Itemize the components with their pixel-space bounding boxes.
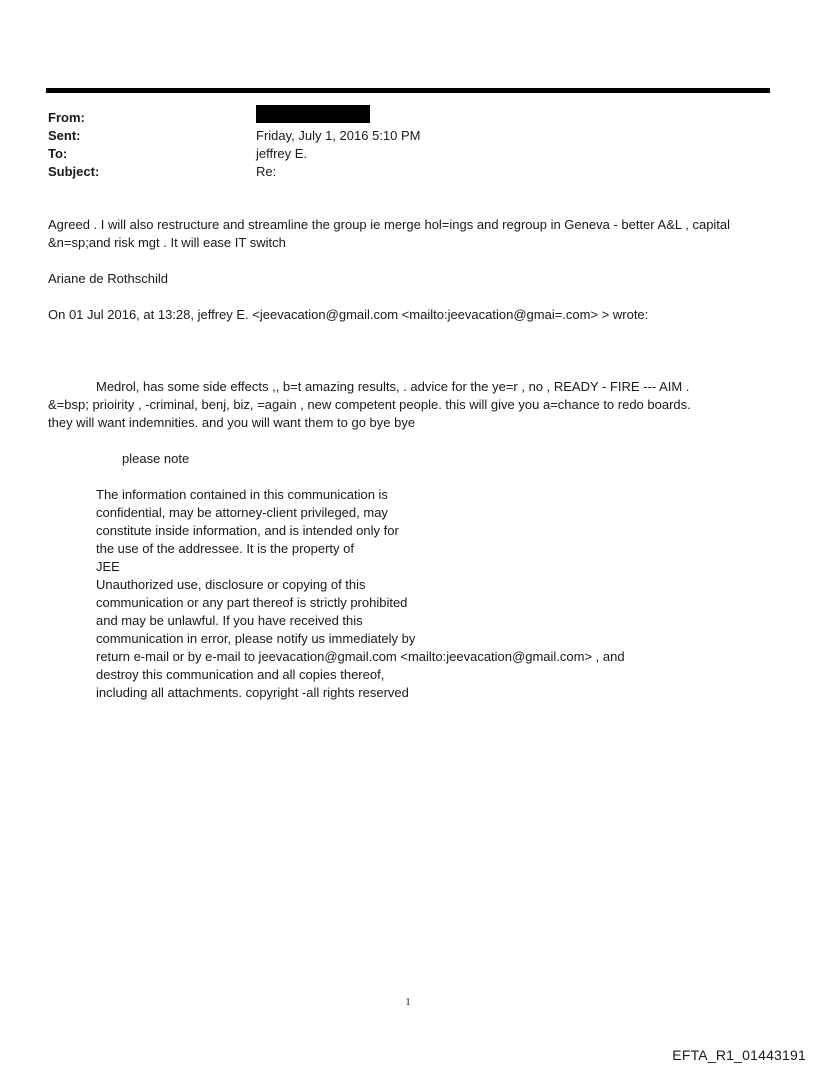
disclaimer-line: Unauthorized use, disclosure or copying of this [96, 577, 366, 592]
document-id: EFTA_R1_01443191 [672, 1047, 806, 1063]
from-value [256, 109, 748, 127]
reply-line-2: &n=sp;and risk mgt . It will ease IT switch [48, 235, 286, 250]
disclaimer-line: including all attachments. copyright -all rights reserved [96, 685, 409, 700]
from-label: From: [48, 110, 85, 125]
redaction-box [256, 105, 370, 123]
subject-label: Subject: [48, 164, 100, 179]
quote-header: On 01 Jul 2016, at 13:28, jeffrey E. <jeevacation@gmail.com <mailto:jeevacation@gmai=.com> > wrote: [48, 307, 649, 322]
quoted-message [48, 378, 758, 432]
disclaimer-line: constitute inside information, and is intended only for [96, 523, 399, 538]
quoted-line-3: they will want indemnities. and you will want them to go bye bye [48, 415, 416, 430]
email-header [48, 109, 748, 181]
from-row [48, 109, 748, 127]
sent-label: Sent: [48, 128, 81, 143]
sent-row [48, 127, 748, 145]
page-number: 1 [405, 996, 411, 1008]
disclaimer-line: communication or any part thereof is strictly prohibited [96, 595, 408, 610]
disclaimer-line: return e-mail or by e-mail to jeevacation@gmail.com <mailto:jeevacation@gmail.com> , and [96, 649, 625, 664]
header-rule [46, 88, 770, 93]
to-label: To: [48, 146, 68, 161]
disclaimer-line: and may be unlawful. If you have received this [96, 613, 363, 628]
please-note: please note [122, 451, 190, 466]
disclaimer-line: destroy this communication and all copies thereof, [96, 667, 385, 682]
disclaimer-line: The information contained in this communication is [96, 487, 388, 502]
to-value: jeffrey E. [256, 146, 308, 161]
to-row [48, 145, 748, 163]
subject-row [48, 163, 748, 181]
reply-paragraph [48, 216, 768, 252]
subject-value: Re: [256, 164, 277, 179]
sent-value: Friday, July 1, 2016 5:10 PM [256, 128, 421, 143]
disclaimer-line: JEE [96, 559, 120, 574]
quoted-line-2: &=bsp; prioirity , -criminal, benj, biz, =again , new competent people. this will give you a=chance to redo boards. [48, 397, 691, 412]
disclaimer-line: the use of the addressee. It is the property of [96, 541, 354, 556]
quoted-line-1: Medrol, has some side effects ,, b=t amazing results, . advice for the ye=r , no , READY - FIRE --- AIM . [96, 379, 690, 394]
reply-line-1: Agreed . I will also restructure and streamline the group ie merge hol=ings and regroup in Geneva - better A&L , capital [48, 217, 731, 232]
disclaimer-line: communication in error, please notify us immediately by [96, 631, 416, 646]
signature: Ariane de Rothschild [48, 271, 168, 286]
disclaimer [96, 486, 696, 702]
disclaimer-line: confidential, may be attorney-client privileged, may [96, 505, 388, 520]
